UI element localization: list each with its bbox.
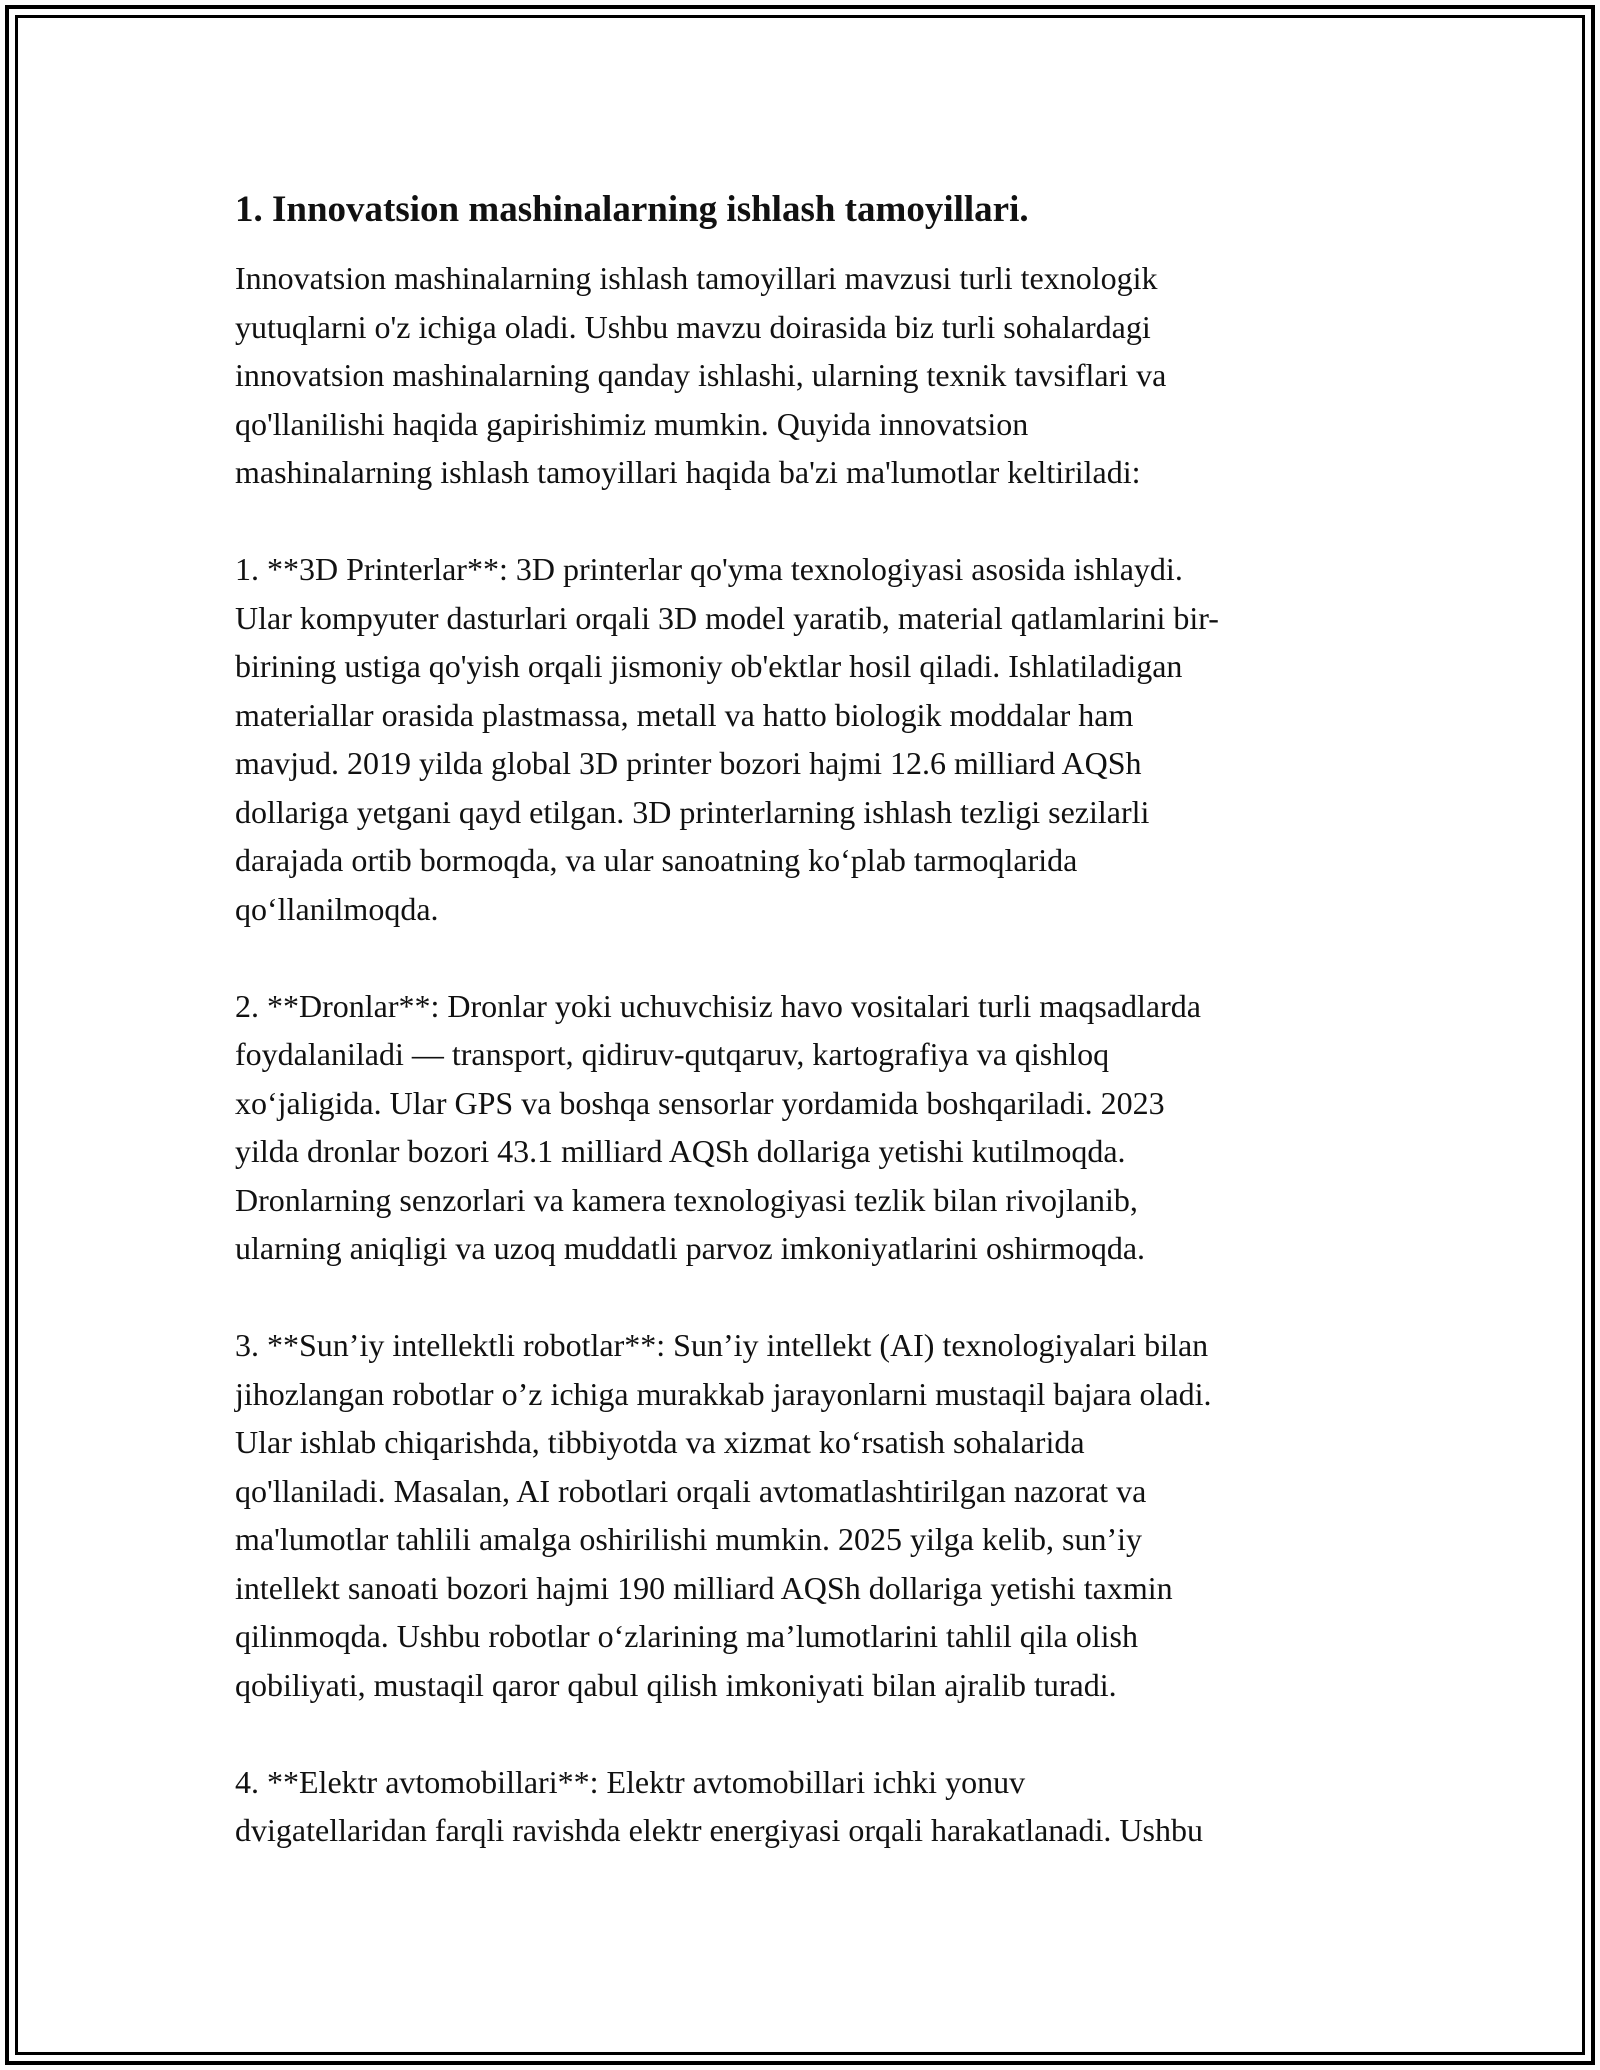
text-line: Dronlarning senzorlari va kamera texnologiyasi tezlik bilan rivojlanib,	[235, 1181, 1138, 1218]
item-3d-printers-paragraph	[235, 545, 1370, 933]
text-line: qo'llanilishi haqida gapirishimiz mumkin. Quyida innovatsion	[235, 405, 1029, 442]
text-line: qobiliyati, mustaqil qaror qabul qilish imkoniyati bilan ajralib turadi.	[235, 1666, 1117, 1703]
text-line: darajada ortib bormoqda, va ular sanoatning ko‘plab tarmoqlarida	[235, 842, 1078, 878]
item-drones-paragraph	[235, 982, 1370, 1273]
intro-paragraph	[235, 254, 1370, 497]
document-body	[235, 186, 1370, 1903]
text-line: 3. **Sun’iy intellektli robotlar**: Sun’iy intellekt (AI) texnologiyalari bilan	[235, 1327, 1209, 1363]
text-line: dollariga yetgani qayd etilgan. 3D printerlarning ishlash tezligi sezilarli	[235, 793, 1150, 830]
text-line: Innovatsion mashinalarning ishlash tamoyillari mavzusi turli texnologik	[235, 260, 1158, 296]
text-line: materiallar orasida plastmassa, metall va hatto biologik moddalar ham	[235, 696, 1134, 733]
text-line: foydalaniladi — transport, qidiruv-qutqaruv, kartografiya va qishloq	[235, 1036, 1110, 1072]
text-line: yutuqlarni o'z ichiga oladi. Ushbu mavzu doirasida biz turli sohalardagi	[235, 308, 1151, 345]
text-line: mavjud. 2019 yilda global 3D printer bozori hajmi 12.6 milliard AQSh	[235, 745, 1142, 781]
text-line: ma'lumotlar tahlili amalga oshirilishi mumkin. 2025 yilga kelib, sun’iy	[235, 1521, 1142, 1557]
text-line: 4. **Elektr avtomobillari**: Elektr avtomobillari ichki yonuv	[235, 1763, 1026, 1800]
text-line: intellekt sanoati bozori hajmi 190 milliard AQSh dollariga yetishi taxmin	[235, 1569, 1173, 1606]
item-ai-robots-paragraph	[235, 1321, 1370, 1709]
text-line: qo‘llanilmoqda.	[235, 890, 439, 927]
text-line: Ular ishlab chiqarishda, tibbiyotda va xizmat ko‘rsatish sohalarida	[235, 1424, 1085, 1460]
text-line: qilinmoqda. Ushbu robotlar o‘zlarining ma’lumotlarini tahlil qila olish	[235, 1618, 1138, 1654]
section-heading: 1. Innovatsion mashinalarning ishlash tamoyillari.	[235, 189, 1029, 230]
item-electric-cars-paragraph	[235, 1758, 1370, 1855]
text-line: innovatsion mashinalarning qanday ishlashi, ularning texnik tavsiflari va	[235, 357, 1167, 393]
text-line: jihozlangan robotlar o’z ichiga murakkab jarayonlarni mustaqil bajara oladi.	[235, 1375, 1212, 1412]
text-line: 1. **3D Printerlar**: 3D printerlar qo'yma texnologiyasi asosida ishlaydi.	[235, 551, 1183, 587]
text-line: dvigatellaridan farqli ravishda elektr energiyasi orqali harakatlanadi. Ushbu	[235, 1812, 1203, 1848]
text-line: xo‘jaligida. Ular GPS va boshqa sensorlar yordamida boshqariladi. 2023	[235, 1084, 1165, 1121]
text-line: yilda dronlar bozori 43.1 milliard AQSh dollariga yetishi kutilmoqda.	[235, 1133, 1126, 1169]
text-line: ularning aniqligi va uzoq muddatli parvoz imkoniyatlarini oshirmoqda.	[235, 1230, 1146, 1266]
text-line: Ular kompyuter dasturlari orqali 3D model yaratib, material qatlamlarini bir-	[235, 599, 1219, 636]
text-line: mashinalarning ishlash tamoyillari haqida ba'zi ma'lumotlar keltiriladi:	[235, 454, 1141, 490]
text-line: birining ustiga qo'yish orqali jismoniy ob'ektlar hosil qiladi. Ishlatiladigan	[235, 648, 1183, 684]
text-line: 2. **Dronlar**: Dronlar yoki uchuvchisiz havo vositalari turli maqsadlarda	[235, 987, 1201, 1024]
text-line: qo'llaniladi. Masalan, AI robotlari orqali avtomatlashtirilgan nazorat va	[235, 1472, 1147, 1509]
